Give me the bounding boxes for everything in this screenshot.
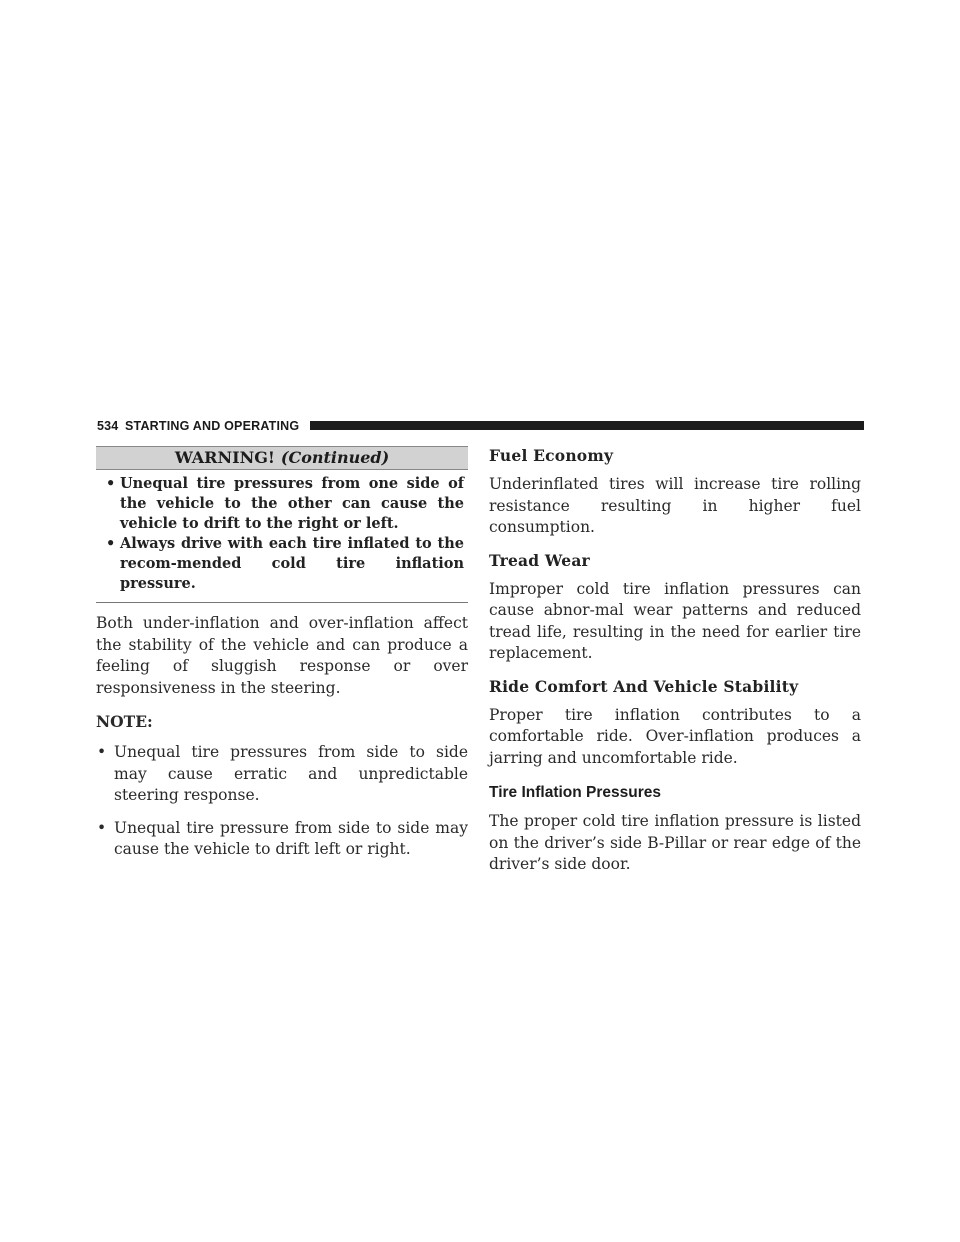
page-header bbox=[97, 418, 864, 436]
warning-continued: (Continued) bbox=[280, 448, 390, 467]
warning-item: • Always drive with each tire inflated to the recom-mended cold tire inflation pressure. bbox=[100, 534, 464, 594]
ride-comfort-text: Proper tire inflation contributes to a comfortable ride. Over-inflation produces a jarring and uncomfortable ride. bbox=[489, 705, 861, 767]
right-column bbox=[489, 446, 861, 876]
fuel-economy-heading: Fuel Economy bbox=[489, 446, 614, 465]
page-number: 534 bbox=[97, 419, 119, 433]
note-list bbox=[96, 742, 468, 861]
warning-title bbox=[96, 447, 468, 470]
tread-wear-heading: Tread Wear bbox=[489, 550, 590, 570]
warning-list bbox=[96, 470, 468, 602]
ride-comfort-heading: Ride Comfort And Vehicle Stability bbox=[489, 676, 799, 696]
note-label: NOTE: bbox=[96, 712, 153, 731]
left-column bbox=[96, 446, 468, 872]
tire-inflation-text: The proper cold tire inflation pressure is listed on the driver’s side B-Pillar or rear edge of the driver’s side door. bbox=[489, 812, 861, 873]
stability-paragraph: Both under-inflation and over-inflation affect the stability of the vehicle and can produce a feeling of sluggish response or over responsiveness in the steering. bbox=[96, 614, 468, 697]
section-title: STARTING AND OPERATING bbox=[125, 419, 300, 433]
note-item: • Unequal tire pressure from side to side may cause the vehicle to drift left or right. bbox=[96, 818, 468, 861]
warning-box bbox=[96, 446, 468, 603]
header-rule bbox=[310, 421, 864, 430]
warning-item: • Unequal tire pressures from one side of the vehicle to the other can cause the vehicle to drift to the right or left. bbox=[100, 474, 464, 534]
fuel-economy-text: Underinflated tires will increase tire rolling resistance resulting in higher fuel consumption. bbox=[489, 475, 861, 536]
tread-wear-text: Improper cold tire inflation pressures can cause abnor-mal wear patterns and reduced tread life, resulting in the need for earlier tire replacement. bbox=[489, 579, 861, 662]
warning-label: WARNING! bbox=[174, 448, 275, 467]
tire-inflation-heading: Tire Inflation Pressures bbox=[489, 784, 661, 801]
note-item: • Unequal tire pressures from side to side may cause erratic and unpredictable steering response. bbox=[96, 742, 468, 807]
